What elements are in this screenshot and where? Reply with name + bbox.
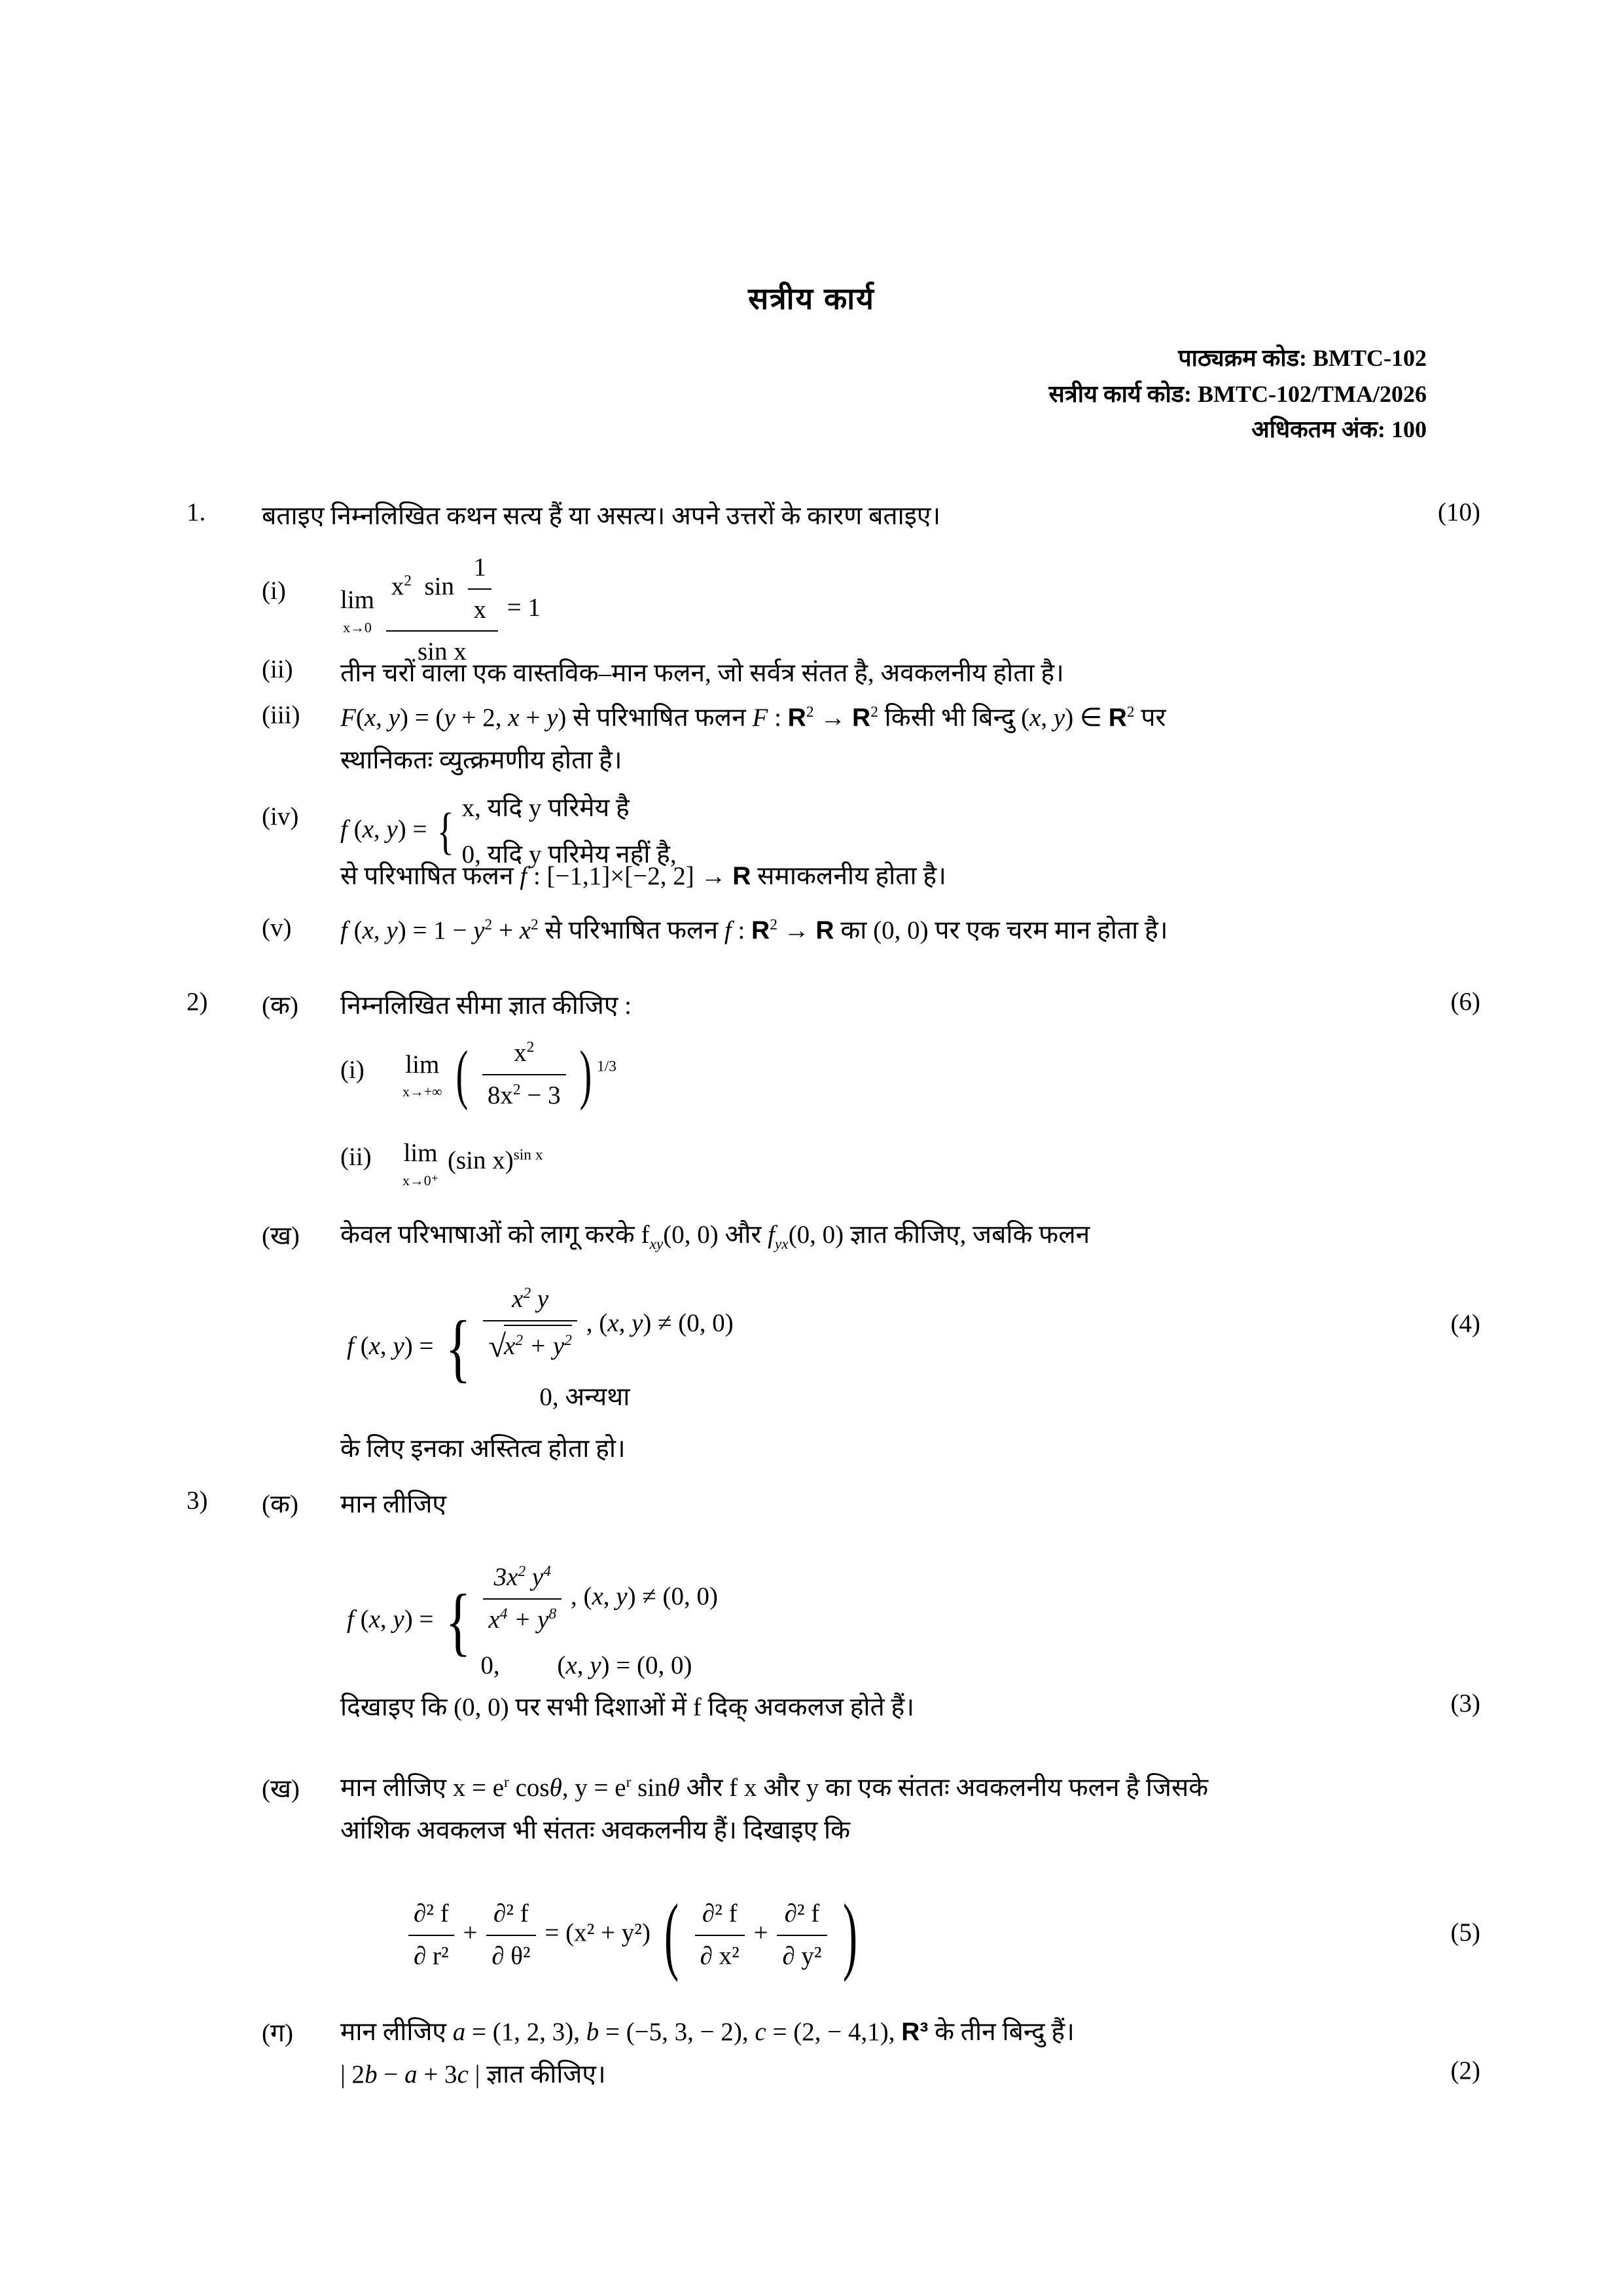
q1-item-ii-text: तीन चरों वाला एक वास्तविक–मान फलन, जो सर्वत्र संतत है, अवकलनीय होता है। bbox=[340, 659, 1064, 687]
iv-text-b: समाकलनीय होता है। bbox=[757, 862, 946, 890]
open-paren-icon: ( bbox=[455, 1037, 469, 1111]
iii-function-def: F bbox=[340, 704, 356, 732]
q1-item-i-label: (i) bbox=[262, 577, 286, 605]
q3c-text-b: के तीन बिन्दु हैं। bbox=[935, 2018, 1075, 2046]
iii-point-membership: (x, y) ∈ $R^2$ bbox=[1021, 704, 1135, 732]
q2-part-b-tail: के लिए इनका अस्तित्व होता हो। bbox=[340, 1435, 626, 1463]
pde-term-3: $\frac{\text{∂² f}}{\text{∂ x²}}$ bbox=[695, 1895, 745, 1975]
q3-part-b-label: (ख) bbox=[262, 1775, 300, 1803]
q1-item-iii-line1: F(x, y) = (y + 2, x + y) से परिभाषित फलन F : $R^2 \to R^2$ किसी भी बिन्दु (x, y) ∈ $R^2$ पर bbox=[340, 704, 1166, 732]
q2b-case-1: $\frac{x^2 y}{√x^2 + y^2}$ , (x, y) ≠ (0, 0) bbox=[480, 1276, 733, 1374]
q1-item-v-line bbox=[340, 912, 1361, 950]
q2b-case-2: 0, अन्यथा bbox=[539, 1382, 630, 1411]
max-marks-line bbox=[1049, 412, 1427, 448]
limit-operator-2ai: lim x→+∞ bbox=[402, 1050, 442, 1100]
iii-text-b: किसी भी बिन्दु bbox=[884, 704, 1015, 732]
q2-part-b-marks: (4) bbox=[1450, 1310, 1480, 1338]
q2-part-b-label: (ख) bbox=[262, 1222, 300, 1250]
q2-part-a-text: निम्नलिखित सीमा ज्ञात कीजिए : bbox=[340, 992, 632, 1020]
fraction-2ai bbox=[482, 1034, 566, 1115]
q3-part-a-label: (क) bbox=[262, 1490, 298, 1518]
max-marks-value: 100 bbox=[1391, 416, 1427, 443]
fraction-i-denominator: sin x bbox=[417, 637, 467, 666]
exponent-2ai: 1/3 bbox=[597, 1058, 616, 1075]
q2b-num: $x^2$ y bbox=[483, 1280, 577, 1321]
course-meta-block bbox=[1049, 340, 1427, 448]
q1-marks: (10) bbox=[1438, 498, 1480, 526]
iii-text-a: से परिभाषित फलन bbox=[573, 704, 746, 732]
q1-item-iv-definition: f (x, y) = { x, यदि y परिमेय है 0, यदि y परिमेय नहीं है, bbox=[340, 785, 677, 878]
q2-part-a-label: (क) bbox=[262, 992, 298, 1020]
v-map: f : $R^2 \to R$ bbox=[724, 916, 834, 944]
q2b-den: $√x^2 + y^2$ bbox=[483, 1321, 577, 1371]
q3b-text-b: और f x और y का एक संततः अवकलनीय फलन है जिसके bbox=[686, 1774, 1209, 1802]
q3-part-b-marks: (5) bbox=[1450, 1918, 1480, 1946]
iv-text-a: से परिभाषित फलन bbox=[340, 862, 514, 890]
q2a-item-i-label: (i) bbox=[340, 1056, 365, 1084]
q1-item-iii-line2: स्थानिकतः व्युत्क्रमणीय होता है। bbox=[340, 746, 622, 774]
q2-number: 2) bbox=[187, 988, 208, 1016]
fraction-i-numerator: $x^2$ sin $\frac{1}{x}$ bbox=[386, 548, 498, 632]
v-text-b: का (0, 0) पर एक चरम मान होता है। bbox=[840, 916, 1168, 944]
q3c-points: a = (1, 2, 3), b = (−5, 3, − 2), c = (2, − 4,1), bbox=[452, 2018, 895, 2046]
fraction-i bbox=[386, 548, 498, 672]
close-paren-icon: ) bbox=[843, 1886, 858, 1983]
iii-map-1: F : $R^2 \to R^2$ bbox=[752, 704, 878, 732]
pde-middle: = (x² + y²) bbox=[544, 1918, 651, 1947]
q3-part-c-marks: (2) bbox=[1450, 2056, 1480, 2085]
q2b-and: और bbox=[724, 1221, 762, 1249]
assignment-code-label: सत्रीय कार्य कोड: bbox=[1048, 380, 1192, 407]
q3-part-c-label: (ग) bbox=[262, 2019, 293, 2047]
q1-item-iv-label: (iv) bbox=[262, 802, 299, 831]
brace-icon: { bbox=[437, 802, 455, 860]
q3-part-a-tail: दिखाइए कि (0, 0) पर सभी दिशाओं में f दिक् अवकलज होते हैं। bbox=[340, 1693, 914, 1721]
q2b-text-b: ज्ञात कीजिए, जबकि फलन bbox=[849, 1221, 1090, 1249]
q1-item-iv-line2 bbox=[340, 857, 1361, 896]
q3a-case-1: $\frac{3x^2 y^4}{x^4 + y^8}$ , (x, y) ≠ (0, 0) bbox=[480, 1554, 718, 1643]
v-function-def: f (x, $y) = 1 - y^2 + x^2$ bbox=[340, 916, 539, 944]
close-paren-icon: ) bbox=[579, 1037, 592, 1111]
q1-item-iii-label: (iii) bbox=[262, 701, 300, 729]
q3-part-c-line2: | 2b − a + 3c | ज्ञात कीजिए। bbox=[340, 2060, 606, 2089]
q2b-text-a: केवल परिभाषाओं को लागू करके bbox=[340, 1221, 635, 1249]
q2-part-b-definition: f (x, y) = { $\frac{x^2 y}{√x^2 + y^2}$ , (x, y) ≠ (0, 0) 0, अन्यथा bbox=[347, 1276, 734, 1420]
course-code-value: BMTC-102 bbox=[1313, 345, 1427, 371]
q3-part-b-line2: आंशिक अवकलज भी संततः अवकलनीय हैं। दिखाइए कि bbox=[340, 1816, 851, 1844]
iv-case-2: 0, यदि y परिमेय नहीं है, bbox=[461, 840, 677, 869]
course-code-line bbox=[1049, 340, 1427, 376]
q3b-y-def: $y = e^r$ sinθ bbox=[575, 1774, 680, 1802]
q1-item-v-label: (v) bbox=[262, 914, 292, 942]
q1-item-i-expression bbox=[340, 548, 541, 672]
iv-case-1: x, यदि y परिमेय है bbox=[461, 794, 630, 822]
open-paren-icon: ( bbox=[664, 1886, 679, 1983]
q2a-item-i-expression bbox=[402, 1034, 616, 1115]
iii-text-c: पर bbox=[1141, 704, 1166, 732]
q3-part-a-text: मान लीजिए bbox=[340, 1490, 446, 1518]
q3a-case-2: 0, (x, y) = (0, 0) bbox=[480, 1651, 692, 1679]
piecewise-2b bbox=[440, 1276, 734, 1420]
q3a-den: $x^4 + y^8$ bbox=[488, 1605, 557, 1634]
q2-part-b-text bbox=[340, 1216, 1335, 1255]
q3-number: 3) bbox=[187, 1486, 208, 1515]
limit-operator-i: lim x→0 bbox=[340, 586, 375, 636]
pde-term-2: $\frac{\text{∂² f}}{\text{∂ θ²}}$ bbox=[486, 1895, 535, 1975]
assignment-code-line bbox=[1049, 376, 1427, 412]
pde-term-4: $\frac{\text{∂² f}}{\text{∂ y²}}$ bbox=[777, 1895, 827, 1975]
q3a-num: $3x^2$ $y^4$ bbox=[483, 1558, 562, 1600]
q3b-text-a: मान लीजिए bbox=[340, 1774, 446, 1802]
q2-part-a-marks: (6) bbox=[1450, 988, 1480, 1016]
q2a-item-ii-label: (ii) bbox=[340, 1143, 372, 1171]
limit-operator-2aii: lim x→0⁺ bbox=[402, 1139, 439, 1189]
q2a-item-ii-expression bbox=[402, 1134, 543, 1191]
q3-part-b-line1 bbox=[340, 1769, 1361, 1808]
brace-icon: { bbox=[445, 1306, 471, 1391]
q3-part-a-marks: (3) bbox=[1450, 1689, 1480, 1717]
q1-item-ii-label: (ii) bbox=[262, 655, 293, 683]
equation-i-rhs: = 1 bbox=[507, 593, 541, 622]
brace-icon: { bbox=[445, 1579, 471, 1664]
fraction-2ai-numerator: $x^2$ bbox=[482, 1034, 566, 1075]
q1-stem: बताइए निम्नलिखित कथन सत्य हैं या असत्य। अपने उत्तरों के कारण बताइए। bbox=[262, 502, 941, 530]
course-code-label: पाठ्यक्रम कोड: bbox=[1178, 345, 1307, 371]
q3c-space: R³ bbox=[901, 2018, 929, 2046]
sinx-base: (sin x) bbox=[447, 1146, 514, 1175]
fraction-2ai-denominator: $8x^2 - 3$ bbox=[487, 1081, 561, 1109]
pde-term-1: $\frac{\text{∂² f}}{\text{∂ r²}}$ bbox=[408, 1895, 454, 1975]
iv-map: f : [−1,1]×[−2, 2] → R bbox=[520, 862, 751, 890]
fxy-symbol: $f_{xy}(0$, 0) bbox=[641, 1221, 719, 1253]
assignment-code-value: BMTC-102/TMA/2026 bbox=[1198, 380, 1427, 407]
v-text-a: से परिभाषित फलन bbox=[544, 916, 719, 944]
fyx-symbol: $f_{yx}(0$, 0) bbox=[768, 1221, 844, 1253]
q3b-x-def: $x = e^r$ cosθ, bbox=[452, 1774, 569, 1802]
q3c-text-a: मान लीजिए bbox=[340, 2018, 446, 2046]
piecewise-3a bbox=[440, 1554, 718, 1689]
page-title: सत्रीय कार्य bbox=[748, 281, 875, 315]
exponent-2aii: sin x bbox=[513, 1146, 543, 1164]
q3-part-b-equation: $\frac{\text{∂² f}}{\text{∂ r²}}$ + $\frac{\text{∂² f}}{\text{∂ θ²}}$ = (x² + y²) ( $\frac{\text{∂² f}}{\text{∂ x²}}$ + $\frac{\text{∂² f}}{\text{∂ y²}}$ ) bbox=[406, 1895, 865, 1975]
q3-part-c-line1 bbox=[340, 2013, 1361, 2052]
q3-part-a-definition: f (x, y) = { $\frac{3x^2 y^4}{x^4 + y^8}$ , (x, y) ≠ (0, 0) 0, (x, y) = (0, 0) bbox=[347, 1554, 718, 1689]
max-marks-label: अधिकतम अंक: bbox=[1251, 416, 1385, 443]
q1-number: 1. bbox=[187, 498, 206, 526]
